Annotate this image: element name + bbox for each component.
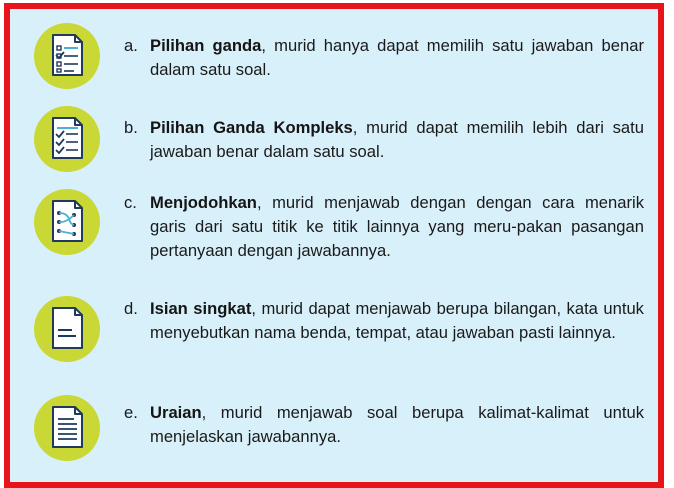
item-description: , murid dapat menjawab berupa bilangan, kata untuk menyebutkan nama benda, tempat, atau jawaban pasti lainnya.	[150, 299, 644, 342]
item-letter: e.	[124, 403, 138, 422]
item-description: , murid menjawab dengan dengan cara menarik garis dari satu titik ke titik lainnya yang meru-pakan pasangan pertanyaan dengan jawabannya.	[150, 193, 644, 260]
item-term: Isian singkat	[150, 299, 252, 318]
matching-document-icon	[34, 189, 100, 255]
item-text	[124, 297, 644, 345]
item-letter: c.	[124, 193, 137, 212]
item-letter: b.	[124, 118, 138, 137]
item-description: , murid menjawab soal berupa kalimat-kalimat untuk menjelaskan jawabannya.	[150, 403, 644, 446]
list-frame	[4, 3, 664, 488]
item-description: , murid dapat memilih lebih dari satu jawaban benar dalam satu soal.	[150, 118, 644, 161]
item-term: Menjodohkan	[150, 193, 257, 212]
item-letter: d.	[124, 299, 138, 318]
item-text	[124, 34, 644, 82]
item-text	[124, 191, 644, 263]
item-description: , murid hanya dapat memilih satu jawaban benar dalam satu soal.	[150, 36, 644, 79]
essay-document-icon	[34, 395, 100, 461]
complex-choice-document-icon	[34, 106, 100, 172]
item-text	[124, 401, 644, 449]
item-letter: a.	[124, 36, 138, 55]
short-answer-document-icon	[34, 296, 100, 362]
multiple-choice-document-icon	[34, 23, 100, 89]
item-text	[124, 116, 644, 164]
item-term: Pilihan ganda	[150, 36, 262, 55]
item-term: Uraian	[150, 403, 202, 422]
item-term: Pilihan Ganda Kompleks	[150, 118, 353, 137]
